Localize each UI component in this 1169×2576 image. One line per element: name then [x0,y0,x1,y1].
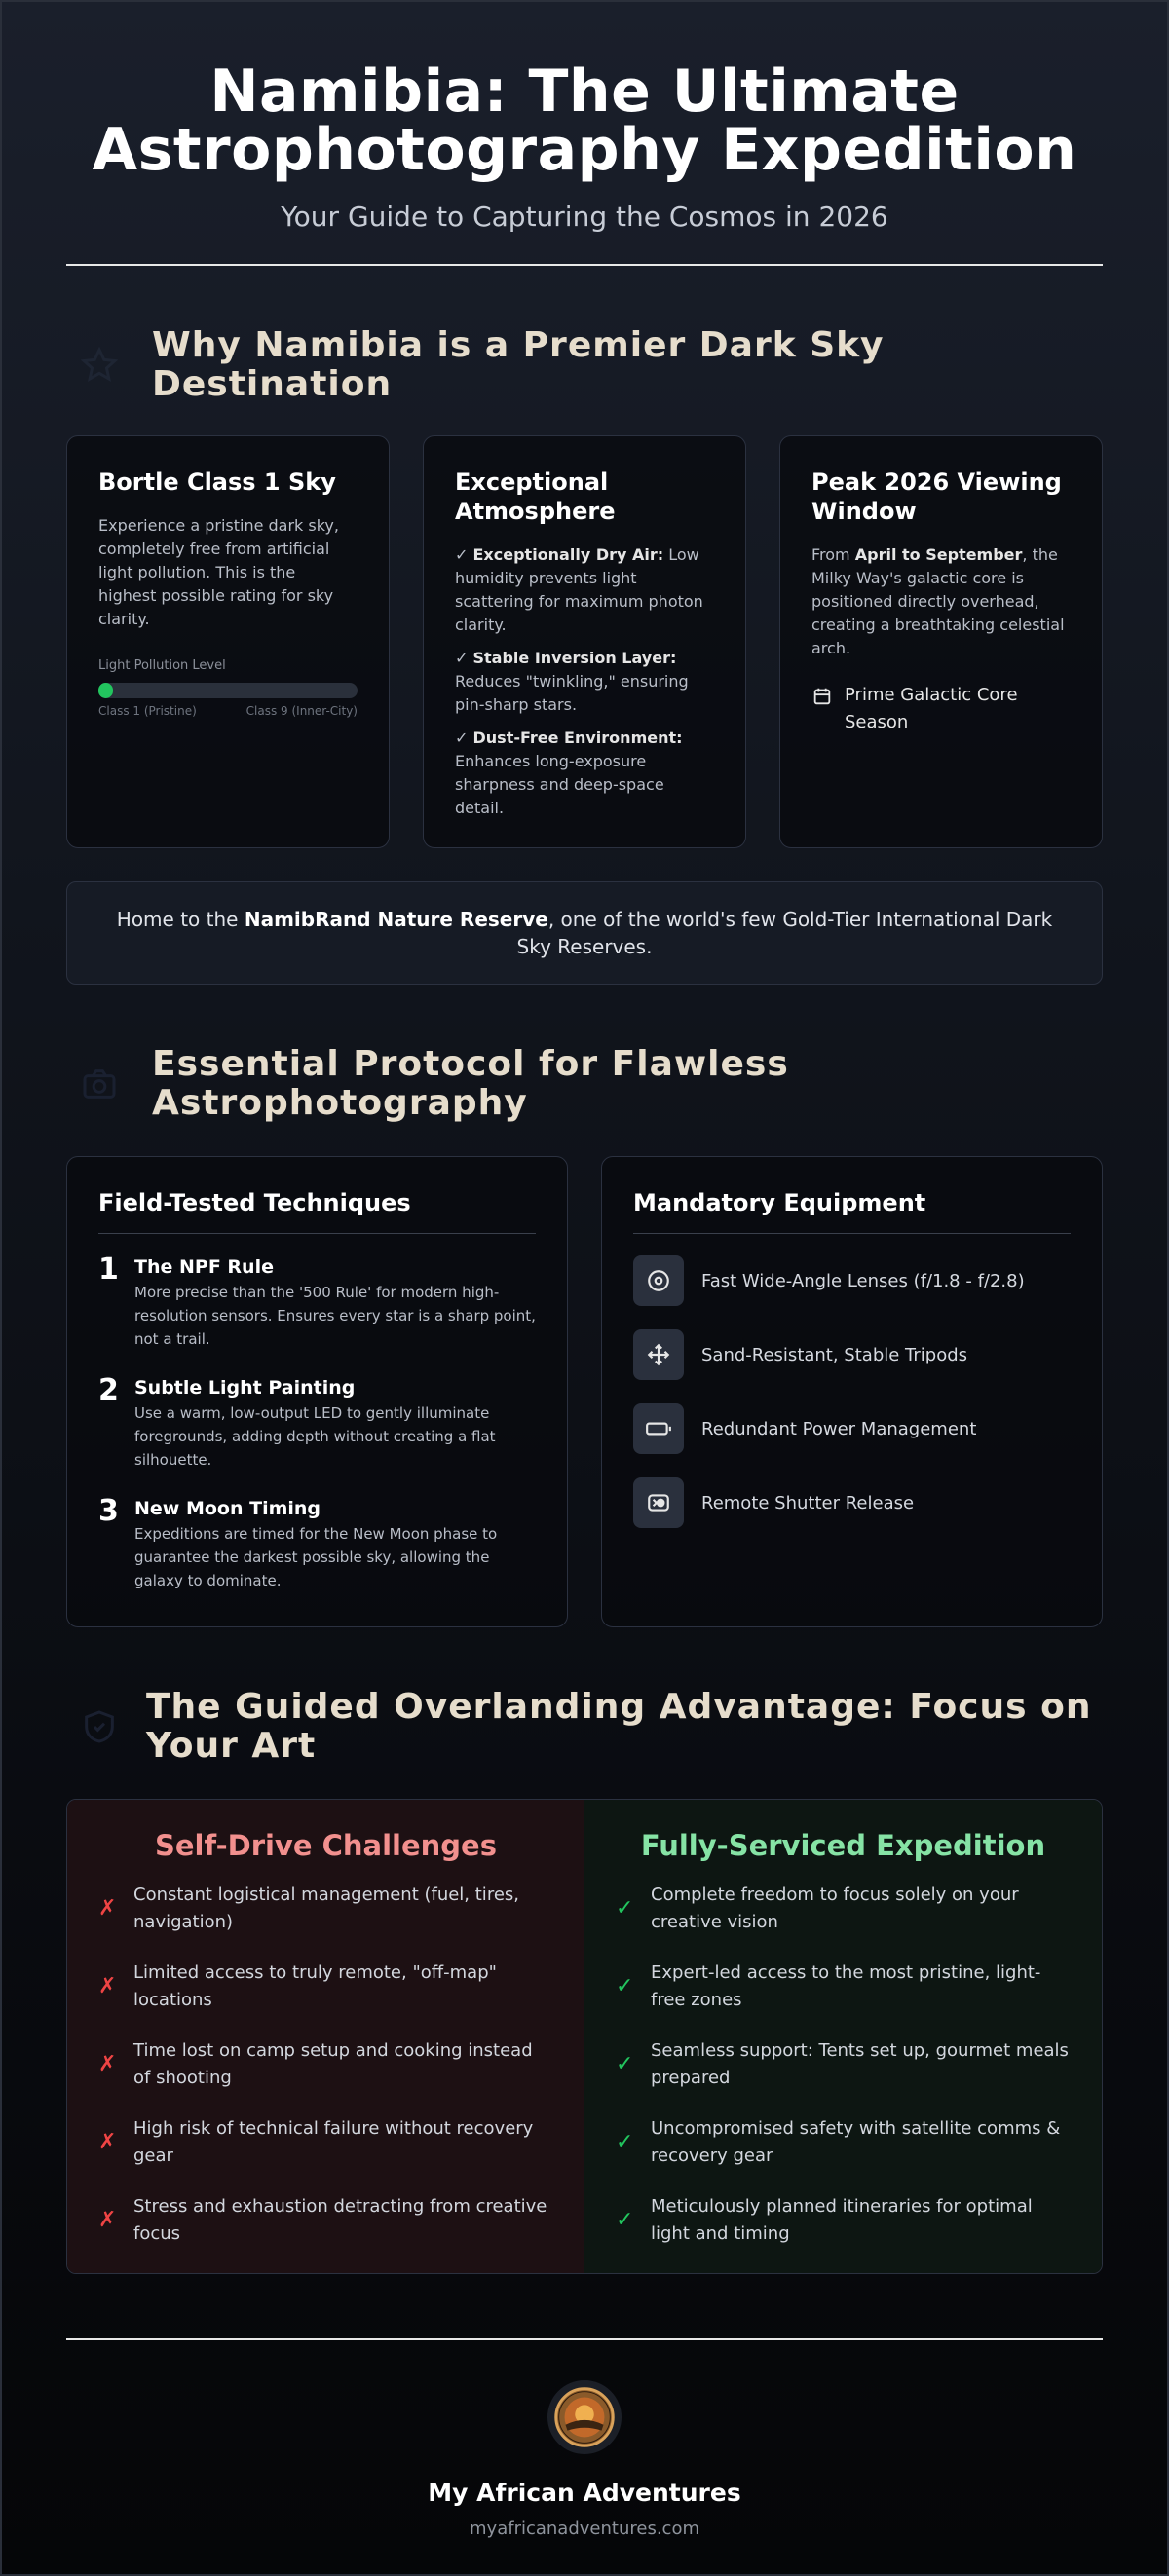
why-namibia-section [66,326,1103,985]
technique-title: Subtle Light Painting [134,1377,356,1399]
peak-text-pre: From [811,545,855,564]
header-divider [66,264,1103,266]
meter-label: Light Pollution Level [98,658,226,673]
list-item [98,1960,553,2014]
check-icon: ✓ [616,1896,634,1921]
page-subtitle: Your Guide to Capturing the Cosmos in 2026 [281,201,888,233]
page-title-line2: Astrophotography Expedition [92,116,1077,184]
technique-item [98,1373,536,1472]
peak-card-title: Peak 2026 Viewing Window [811,468,1062,525]
atmosphere-item-label: Stable Inversion Layer: [472,649,677,667]
page-title-line1: Namibia: The Ultimate [209,57,960,126]
list-item [98,2193,553,2248]
protocol-section-heading [66,1045,1103,1123]
protocol-section-title [152,1045,789,1123]
meter-min-label: Class 1 (Pristine) [98,704,197,718]
equipment-item [633,1255,1071,1306]
footer [66,2338,1103,2539]
technique-item [98,1494,536,1592]
equipment-item [633,1329,1071,1380]
bortle-card [66,435,390,848]
equipment-card [601,1156,1103,1627]
bortle-card-text: Experience a pristine dark sky, completely free from artificial light pollution. This is the highest possible rating for sky clarity. [98,516,339,628]
reserve-banner [66,881,1103,985]
why-title-line2: Destination [152,364,393,404]
serviced-list [616,1882,1071,2248]
advantage-section-heading [66,1688,1103,1766]
reserve-banner-text [116,906,1053,960]
atmosphere-item-text: Enhances long-exposure sharpness and deep-space detail. [455,752,664,817]
self-drive-title: Self-Drive Challenges [154,1829,497,1862]
banner-pre: Home to the [116,908,245,931]
cross-icon: ✗ [98,2052,117,2076]
equipment-label: Sand-Resistant, Stable Tripods [701,1344,968,1365]
peak-window-card [779,435,1103,848]
meter-max-label: Class 9 (Inner-City) [245,704,358,718]
atmosphere-item-label: Dust-Free Environment: [472,728,683,747]
brand-name: My African Adventures [428,2479,741,2507]
hero-header [66,2,1103,266]
why-cards [66,435,1103,848]
technique-text: More precise than the '500 Rule' for modern high-resolution sensors. Ensures every star is a sharp point, not a trail. [134,1284,536,1348]
equipment-label: Redundant Power Management [701,1418,977,1439]
equipment-item [633,1403,1071,1454]
technique-title: The NPF Rule [134,1256,274,1278]
banner-post: , one of the world's few Gold-Tier International Dark Sky Reserves. [516,908,1053,958]
list-item-text: Constant logistical management (fuel, tires, navigation) [133,1885,519,1932]
self-drive-column [67,1800,584,2273]
technique-text: Expeditions are timed for the New Moon phase to guarantee the darkest possible sky, allowing the galaxy to dominate. [134,1525,498,1589]
equipment-card-title: Mandatory Equipment [633,1188,1071,1234]
technique-item [98,1252,536,1351]
list-item [616,1960,1071,2014]
list-item [98,2037,553,2092]
atmosphere-item [455,543,714,637]
page-title [66,57,1103,184]
equipment-label: Remote Shutter Release [701,1492,915,1513]
list-item-text: High risk of technical failure without recovery gear [133,2118,534,2166]
check-icon: ✓ [616,1974,634,1998]
techniques-card [66,1156,568,1627]
list-item-text: Meticulously planned itineraries for optimal light and timing [651,2196,1033,2244]
list-item [98,2115,553,2170]
why-title-line1: Why Namibia is a Premier Dark Sky [152,325,885,365]
protocol-title-line2: Astrophotography [152,1083,528,1123]
atmosphere-card-title: Exceptional Atmosphere [455,468,616,525]
website-link[interactable]: myafricanadventures.com [470,2519,699,2539]
list-item [616,2193,1071,2248]
shield-icon [80,1707,119,1746]
technique-number: 3 [98,1494,119,1528]
atmosphere-item [455,727,714,820]
advantage-title-line2: Your Art [146,1726,317,1766]
star-icon [80,346,119,385]
light-pollution-meter [98,683,358,698]
protocol-title-line1: Essential Protocol for Flawless [152,1044,789,1084]
check-icon: ✓ [455,649,469,667]
techniques-list [98,1252,536,1592]
atmosphere-item-text: Reduces "twinkling," ensuring pin-sharp stars. [455,672,689,714]
check-icon: ✓ [616,2052,634,2076]
light-pollution-meter-fill [98,683,113,698]
equipment-item [633,1477,1071,1528]
footer-divider [66,2338,1103,2340]
list-item [616,2115,1071,2170]
technique-text: Use a warm, low-output LED to gently illuminate foregrounds, adding depth without creating a flat silhouette. [134,1404,496,1469]
list-item-text: Complete freedom to focus solely on your creative vision [651,1885,1019,1932]
lens-icon [633,1255,684,1306]
peak-text-post: , the Milky Way's galactic core is positioned directly overhead, creating a breathtaking celestial arch. [811,545,1065,657]
advantage-section-title [146,1688,1091,1766]
bortle-card-title: Bortle Class 1 Sky [98,468,336,496]
technique-number: 2 [98,1373,119,1407]
technique-title: New Moon Timing [134,1498,321,1519]
comparison-table [66,1799,1103,2274]
brand-logo-icon [547,2379,622,2455]
atmosphere-list [455,543,714,820]
list-item [616,1882,1071,1936]
list-item-text: Seamless support: Tents set up, gourmet meals prepared [651,2040,1069,2088]
techniques-card-title: Field-Tested Techniques [98,1188,536,1234]
self-drive-list [98,1882,553,2248]
cross-icon: ✗ [98,1974,117,1998]
list-item-text: Limited access to truly remote, "off-map" locations [133,1962,497,2010]
atmosphere-item-text: Low humidity prevents light scattering for maximum photon clarity. [455,545,703,634]
check-icon: ✓ [455,728,469,747]
why-section-heading [66,326,1103,404]
atmosphere-item-label: Exceptionally Dry Air: [472,545,664,564]
atmosphere-card [423,435,746,848]
list-item [616,2037,1071,2092]
serviced-title: Fully-Serviced Expedition [640,1829,1046,1862]
meter-scale [98,704,358,718]
advantage-section [66,1688,1103,2274]
list-item-text: Time lost on camp setup and cooking instead of shooting [133,2040,533,2088]
cross-icon: ✗ [98,1896,117,1921]
advantage-title-line1: The Guided Overlanding Advantage: Focus on [146,1687,1092,1727]
tripod-icon [633,1329,684,1380]
protocol-cards [66,1156,1103,1627]
cross-icon: ✗ [98,2208,117,2232]
list-item-text: Uncompromised safety with satellite comms & recovery gear [651,2118,1061,2166]
check-icon: ✓ [455,545,469,564]
cross-icon: ✗ [98,2130,117,2154]
banner-strong: NamibRand Nature Reserve [244,908,548,931]
serviced-column [584,1800,1102,2273]
check-icon: ✓ [616,2130,634,2154]
camera-icon [80,1064,119,1103]
protocol-section [66,1045,1103,1627]
season-label [811,682,1071,736]
remote-icon [633,1477,684,1528]
equipment-list [633,1255,1071,1528]
battery-icon [633,1403,684,1454]
equipment-label: Fast Wide-Angle Lenses (f/1.8 - f/2.8) [701,1270,1025,1291]
why-section-title [152,326,885,404]
check-icon: ✓ [616,2208,634,2232]
peak-card-text [811,543,1071,660]
calendar-icon [811,686,833,707]
list-item-text: Stress and exhaustion detracting from creative focus [133,2196,547,2244]
peak-text-strong: April to September [854,545,1023,564]
list-item-text: Expert-led access to the most pristine, light-free zones [651,1962,1041,2010]
atmosphere-item [455,647,714,717]
list-item [98,1882,553,1936]
season-text: Prime Galactic Core Season [845,685,1018,732]
technique-number: 1 [98,1252,119,1287]
